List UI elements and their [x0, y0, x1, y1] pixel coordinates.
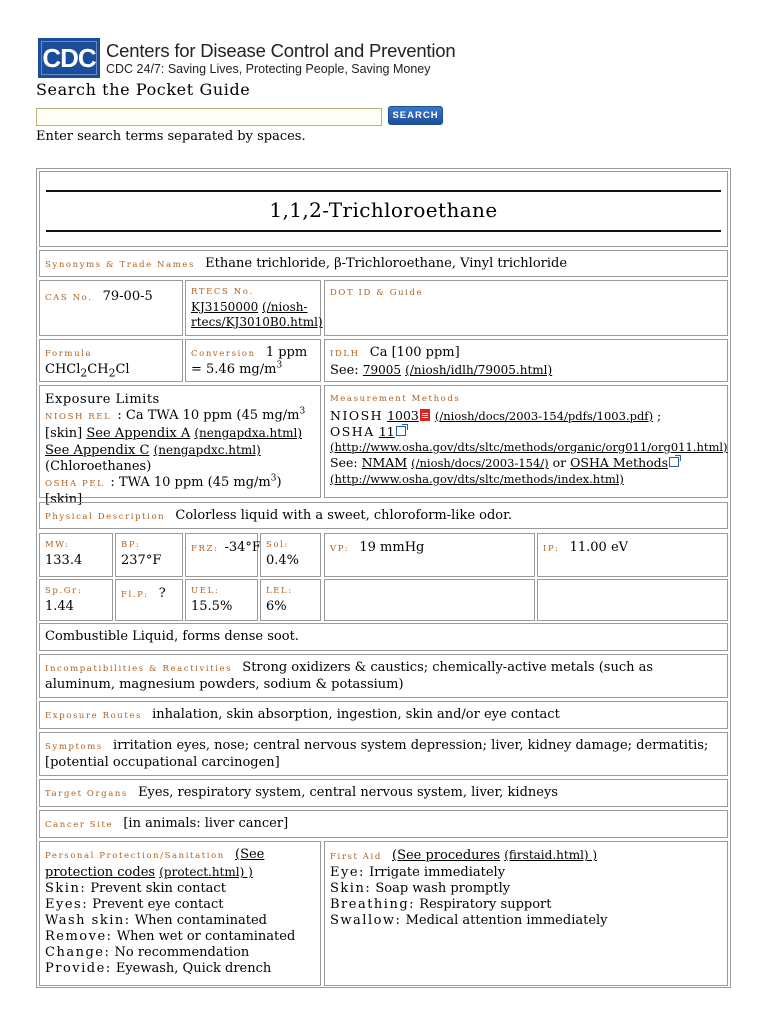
incompatibilities-label: Incompatibilities & Reactivities: [45, 664, 233, 674]
first-aid-procedures-href[interactable]: (firstaid.html) ): [504, 848, 598, 862]
rtecs-cell: [185, 280, 321, 336]
mw-label: MW:: [45, 540, 70, 550]
protection-codes-href[interactable]: (protect.html) ): [159, 865, 253, 879]
osha-pel-value: : TWA 10 ppm (45 mg/m: [110, 475, 271, 490]
pdf-icon: [420, 409, 430, 421]
cas-value: 79-00-5: [102, 289, 153, 304]
synonyms-label: Synonyms & Trade Names: [45, 260, 196, 270]
incompatibilities-value: Strong oxidizers & caustics; chemically-active metals (such as aluminum, magnesium powders, sodium & potassium): [45, 660, 654, 692]
first-aid-label: First Aid: [330, 852, 382, 862]
external-link-icon: [669, 457, 679, 467]
osha-methods-link[interactable]: OSHA Methods: [570, 455, 669, 470]
chemical-title-box: [39, 171, 728, 247]
measurement-methods-cell: Measurement Methods NIOSH 1003 (/niosh/docs/2003-154/pdfs/1003.pdf) ; OSHA 11 (http://www.osha.gov/dts/sltc/methods/organic/org011/org011.html) See: NMAM (/niosh/docs/2003-154/) or OSHA Methods (http://www.osha.gov/dts/sltc/methods/index.html): [324, 385, 728, 498]
uel-label: UEL:: [191, 586, 220, 596]
bp-cell: [115, 533, 183, 577]
empty-cell: [537, 579, 728, 621]
rtecs-label: RTECS No.: [191, 287, 254, 297]
spgr-label: Sp.Gr:: [45, 586, 83, 596]
vp-value: 19 mmHg: [359, 540, 425, 555]
frz-cell: [185, 533, 261, 577]
niosh-method-prefix: NIOSH: [330, 407, 384, 423]
uel-value: 15.5%: [191, 599, 233, 614]
symptoms-value: irritation eyes, nose; central nervous system depression; liver, kidney damage; dermatitis; [potential occupational carcinogen]: [45, 738, 709, 770]
formula-value: $CHCl_2CH_2Cl$: [45, 362, 130, 380]
first-aid-cell: [324, 841, 728, 986]
ip-label: IP:: [543, 544, 560, 554]
ip-value: 11.00 eV: [569, 540, 629, 555]
nmam-href[interactable]: (/niosh/docs/2003-154/): [411, 456, 549, 470]
vp-label: VP:: [330, 544, 350, 554]
niosh-1003-href[interactable]: (/niosh/docs/2003-154/pdfs/1003.pdf): [434, 408, 654, 423]
niosh-rel-note: (Chloroethanes): [45, 459, 152, 474]
search-hint: Enter search terms separated by spaces.: [36, 129, 306, 144]
search-button[interactable]: SEARCH: [388, 106, 443, 125]
cdc-logo[interactable]: CDC: [38, 38, 100, 78]
protection-item: Change: No recommendation: [45, 945, 250, 960]
external-link-icon: [396, 426, 406, 436]
protection-item: Provide: Eyewash, Quick drench: [45, 961, 272, 976]
frz-label: FRZ:: [191, 544, 219, 554]
incompatibilities-row: [39, 654, 728, 698]
first-aid-item: Swallow: Medical attention immediately: [330, 913, 608, 928]
first-aid-list: [330, 865, 722, 929]
conversion-cell: [185, 339, 321, 382]
cancer-site-row: [39, 810, 728, 838]
cancer-site-label: Cancer Site: [45, 820, 114, 830]
exposure-limits-title: Exposure Limits: [45, 392, 160, 407]
osha-11-link[interactable]: 11: [378, 424, 395, 439]
sol-value: 0.4%: [266, 553, 300, 568]
flammability-value: Combustible Liquid, forms dense soot.: [45, 629, 299, 644]
exposure-routes-row: [39, 701, 728, 729]
flammability-row: [39, 623, 728, 651]
appendix-c-href[interactable]: (nengapdxc.html): [153, 443, 261, 457]
conversion-label: Conversion: [191, 349, 256, 359]
osha-methods-href[interactable]: (http://www.osha.gov/dts/sltc/methods/index.html): [330, 471, 624, 486]
conversion-value: 1 ppm = 5.46 $mg/m^3$: [191, 345, 308, 377]
idlh-see: See:: [330, 363, 359, 378]
appendix-a-href[interactable]: (nengapdxa.html): [194, 426, 302, 440]
cas-label: CAS No.: [45, 293, 93, 303]
mw-cell: [39, 533, 113, 577]
idlh-link[interactable]: 79005: [362, 363, 402, 377]
frz-value: -34°F: [224, 540, 261, 555]
protection-item: Eyes: Prevent eye contact: [45, 897, 224, 912]
search-title: Search the Pocket Guide: [36, 80, 251, 99]
routes-label: Exposure Routes: [45, 711, 142, 721]
osha-method-prefix: OSHA: [330, 424, 375, 439]
chemical-name: 1,1,2-Trichloroethane: [269, 198, 498, 222]
cdc-header: [38, 38, 458, 80]
niosh-rel-value: : Ca TWA 10 ppm (45 mg/m: [117, 408, 300, 423]
bp-label: BP:: [121, 540, 141, 550]
org-name[interactable]: Centers for Disease Control and Prevention: [106, 40, 456, 61]
lel-value: 6%: [266, 599, 287, 614]
niosh-rel-label: NIOSH REL: [45, 412, 112, 422]
formula-label: Formula: [45, 349, 93, 359]
symptoms-label: Symptoms: [45, 742, 103, 752]
flp-cell: [115, 579, 183, 621]
appendix-c-link[interactable]: See Appendix C: [45, 443, 150, 458]
niosh-1003-link[interactable]: 1003: [387, 407, 419, 423]
vp-cell: [324, 533, 535, 577]
first-aid-item: Eye: Irrigate immediately: [330, 865, 506, 880]
formula-cell: [39, 339, 183, 382]
lel-cell: [260, 579, 321, 621]
dot-label: DOT ID & Guide: [330, 288, 424, 298]
cas-cell: [39, 280, 183, 336]
uel-cell: [185, 579, 258, 621]
first-aid-item: Skin: Soap wash promptly: [330, 881, 511, 896]
empty-cell: [324, 579, 535, 621]
protection-item: Remove: When wet or contaminated: [45, 929, 296, 944]
rtecs-link[interactable]: KJ3150000: [191, 300, 259, 314]
idlh-label: IDLH: [330, 349, 360, 359]
appendix-a-link[interactable]: See Appendix A: [86, 426, 191, 441]
physical-description-row: [39, 502, 728, 529]
idlh-href[interactable]: (/niosh/idlh/79005.html): [405, 363, 553, 377]
synonyms-value: Ethane trichloride, β-Trichloroethane, Vinyl trichloride: [205, 256, 568, 271]
sol-cell: [260, 533, 321, 577]
symptoms-row: [39, 732, 728, 776]
title-rule-top: [46, 190, 721, 192]
first-aid-item: Breathing: Respiratory support: [330, 897, 552, 912]
protection-label: Personal Protection/Sanitation: [45, 851, 225, 861]
mw-value: 133.4: [45, 553, 83, 568]
physical-value: Colorless liquid with a sweet, chloroform-like odor.: [175, 508, 513, 523]
routes-value: inhalation, skin absorption, ingestion, skin and/or eye contact: [152, 707, 560, 722]
see-prefix: See:: [330, 455, 358, 470]
rtecs-href[interactable]: (/niosh-rtecs/KJ3010B0.html): [191, 300, 323, 329]
protection-item: Skin: Prevent skin contact: [45, 881, 226, 896]
org-tagline: CDC 24/7: Saving Lives, Protecting People, Saving Money: [106, 62, 431, 76]
nmam-link[interactable]: NMAM: [361, 455, 408, 470]
target-organs-label: Target Organs: [45, 789, 128, 799]
bp-value: 237°F: [121, 553, 162, 568]
protection-item: Wash skin: When contaminated: [45, 913, 267, 928]
osha-pel-label: OSHA PEL: [45, 479, 105, 489]
target-organs-value: Eyes, respiratory system, central nervous system, liver, kidneys: [138, 785, 558, 800]
spgr-value: 1.44: [45, 599, 74, 614]
protection-list: [45, 881, 315, 977]
measurement-label: Measurement Methods: [330, 394, 461, 404]
dot-cell: [324, 280, 728, 336]
exposure-limits-cell: Exposure Limits NIOSH REL : Ca TWA 10 ppm (45 $mg/m^3$ [skin] See Appendix A (nengapdxa.html) See Appendix C (nengapdxc.html) (Chloroethanes) OSHA PEL : TWA 10 ppm (45 $mg/m^3$) [skin]: [39, 385, 321, 498]
physical-label: Physical Description: [45, 512, 166, 522]
cancer-site-value: [in animals: liver cancer]: [123, 816, 289, 831]
osha-11-href[interactable]: (http://www.osha.gov/dts/sltc/methods/organic/org011/org011.html): [330, 439, 728, 454]
protection-codes-link[interactable]: (See protection codes: [45, 847, 265, 880]
first-aid-procedures-link[interactable]: (See procedures: [392, 848, 501, 863]
spgr-cell: [39, 579, 113, 621]
sol-label: Sol:: [266, 540, 289, 550]
ip-cell: [537, 533, 728, 577]
title-rule-bottom: [46, 230, 721, 232]
protection-cell: [39, 841, 321, 986]
search-input[interactable]: [36, 108, 382, 126]
idlh-cell: [324, 339, 728, 382]
idlh-value: Ca [100 ppm]: [369, 345, 460, 360]
target-organs-row: [39, 779, 728, 807]
flp-value: ?: [158, 586, 166, 601]
synonyms-row: [39, 250, 728, 277]
lel-label: LEL:: [266, 586, 293, 596]
flp-label: Fl.P:: [121, 590, 149, 600]
